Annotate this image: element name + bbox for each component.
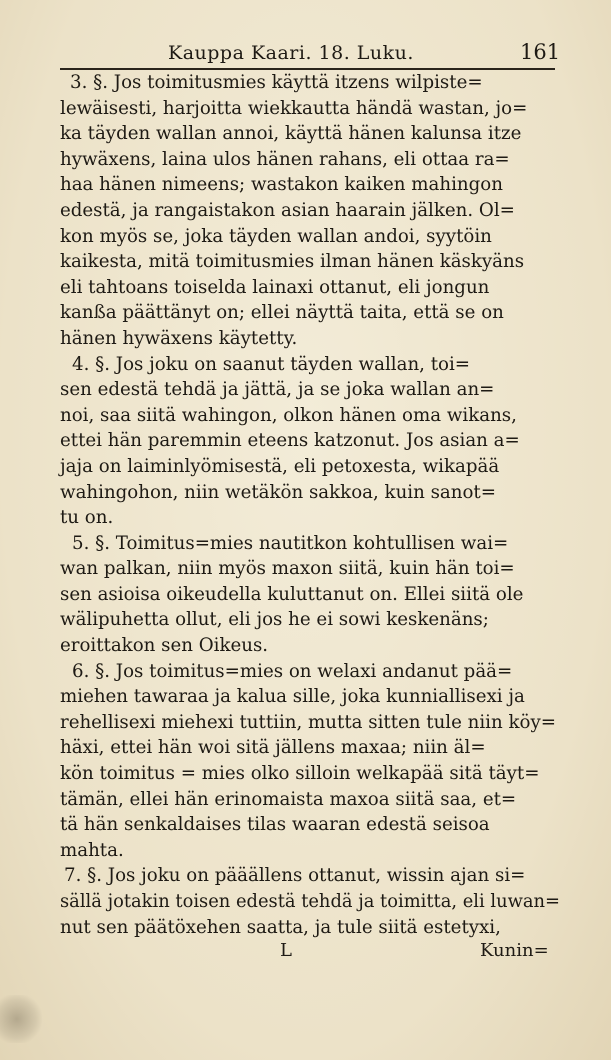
text-line: 6. §. Jos toimitus=mies on welaxi andanut pää=	[72, 660, 513, 682]
signature-mark: L	[280, 940, 292, 961]
paragraph-section-7	[60, 863, 560, 940]
text-line: 4. §. Jos joku on saanut täyden wallan, toi=	[72, 353, 471, 375]
text-line: 5. §. Toimitus=mies nautitkon kohtullisen wai=	[72, 532, 509, 554]
text-line: sen edestä tehdä ja jättä, ja se joka wallan an=	[60, 379, 495, 401]
page-body	[60, 70, 560, 940]
text-line: sällä jotakin toisen edestä tehdä ja toimitta, eli luwan=	[60, 891, 561, 912]
text-line: kanßa päättänyt on; ellei näyttä taita, että se on	[60, 302, 504, 324]
text-line: hywäxens, laina ulos hänen rahans, eli ottaa ra=	[60, 148, 510, 170]
text-line: kaikesta, mitä toimitusmies ilman hänen käskyäns	[60, 251, 525, 273]
page-number: 161	[520, 40, 561, 64]
paragraph-section-4	[60, 352, 560, 531]
text-line: wälipuhetta ollut, eli jos he ei sowi keskenäns;	[60, 609, 489, 631]
paragraph-section-6	[60, 659, 560, 864]
paragraph-section-5	[60, 531, 560, 659]
text-line: edestä, ja rangaistakon asian haarain jälken. Ol=	[60, 199, 515, 221]
text-line: hänen hywäxens käytetty.	[60, 327, 298, 349]
text-line: 7. §. Jos joku on pääällens ottanut, wissin ajan si=	[64, 865, 526, 887]
text-line: tä hän senkaldaises tilas waaran edestä seisoa	[60, 814, 490, 836]
paper-stain	[0, 995, 42, 1043]
text-line: eroittakon sen Oikeus.	[60, 635, 269, 657]
running-title: Kauppa Kaari. 18. Luku.	[168, 42, 414, 64]
paragraph-section-3	[60, 70, 560, 352]
text-line: häxi, ettei hän woi sitä jällens maxaa; niin äl=	[60, 737, 486, 759]
text-line: wan palkan, niin myös maxon siitä, kuin hän toi=	[60, 558, 515, 580]
text-line: tämän, ellei hän erinomaista maxoa siitä saa, et=	[60, 788, 517, 810]
text-line: rehellisexi miehexi tuttiin, mutta sitten tule niin köy=	[60, 711, 556, 733]
running-header	[0, 38, 611, 66]
page-footer	[0, 940, 611, 966]
text-line: lewäisesti, harjoitta wiekkautta händä wastan, jo=	[60, 97, 528, 119]
text-line: sen asioisa oikeudella kuluttanut on. Ellei siitä ole	[60, 583, 524, 605]
text-line: kon myös se, joka täyden wallan andoi, syytöin	[60, 225, 492, 247]
text-line: ettei hän paremmin eteens katzonut. Jos asian a=	[60, 430, 520, 452]
text-line: wahingohon, niin wetäkön sakkoa, kuin sanot=	[60, 481, 496, 503]
text-line: mahta.	[60, 839, 124, 861]
text-line: noi, saa siitä wahingon, olkon hänen oma wikans,	[60, 404, 517, 426]
catchword: Kunin=	[480, 940, 549, 961]
text-line: 3. §. Jos toimitusmies käyttä itzens wilpiste=	[70, 72, 483, 93]
text-line: eli tahtoans toiselda lainaxi ottanut, eli jongun	[60, 276, 490, 298]
text-line: ka täyden wallan annoi, käyttä hänen kalunsa itze	[60, 123, 522, 145]
text-line: nut sen päätöxehen saatta, ja tule siitä estetyxi,	[60, 916, 501, 938]
text-line: kön toimitus = mies olko silloin welkapää sitä täyt=	[60, 763, 540, 785]
text-line: jaja on laiminlyömisestä, eli petoxesta, wikapää	[60, 455, 500, 477]
text-line: tu on.	[60, 507, 114, 529]
text-line: miehen tawaraa ja kalua sille, joka kunniallisexi ja	[60, 686, 525, 708]
text-line: haa hänen nimeens; wastakon kaiken mahingon	[60, 174, 503, 196]
